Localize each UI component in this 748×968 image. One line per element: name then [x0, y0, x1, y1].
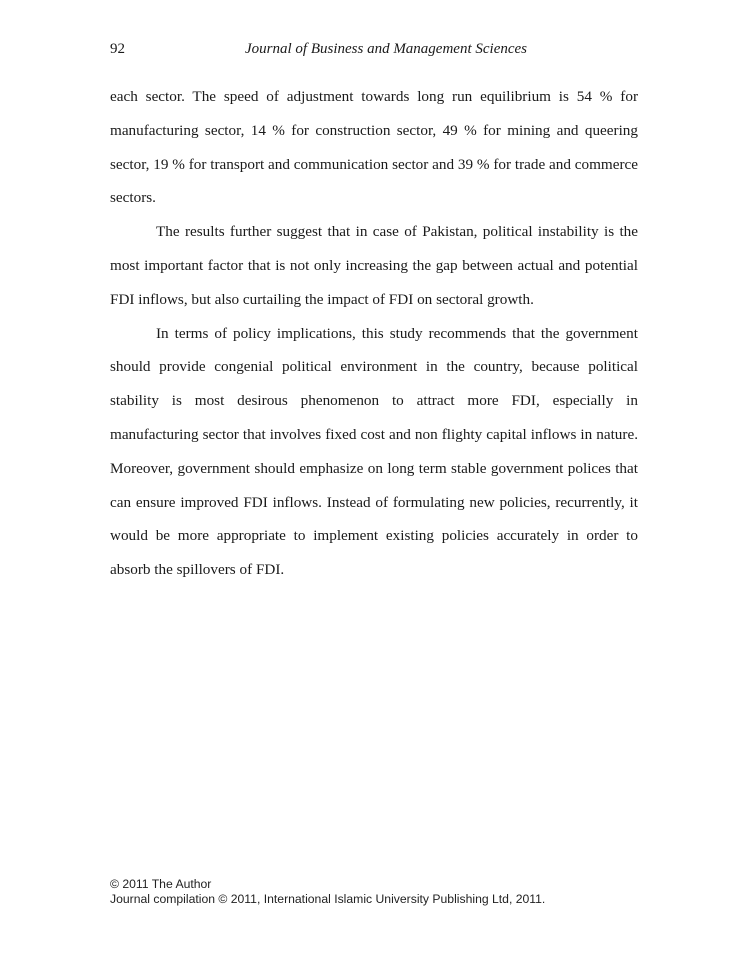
body-text [110, 80, 638, 587]
paragraph-policy-implications: In terms of policy implications, this study recommends that the government should provide congenial political environment in the country, because political stability is most desirous phenomenon to attract more FDI, especially in manufacturing sector that involves fixed cost and non flighty capital inflows in nature. Moreover, government should emphasize on long term stable government polices that can ensure improved FDI inflows. Instead of formulating new policies, recurrently, it would be more appropriate to implement existing policies accurately in order to absorb the spillovers of FDI. [110, 324, 638, 579]
journal-title: Journal of Business and Management Sciences [244, 41, 528, 57]
copyright-footer [110, 877, 670, 907]
journal-compilation-line: Journal compilation © 2011, International Islamic University Publishing Ltd, 2011. [110, 892, 546, 906]
paragraph-results: The results further suggest that in case of Pakistan, political instability is the most important factor that is not only increasing the gap between actual and potential FDI inflows, but also curtailing the impact of FDI on sectoral growth. [110, 223, 638, 308]
page-number: 92 [110, 41, 125, 57]
copyright-line: © 2011 The Author [110, 877, 212, 891]
paragraph-continued: each sector. The speed of adjustment towards long run equilibrium is 54 % for manufacturing sector, 14 % for construction sector, 49 % for mining and queering sector, 19 % for transport and communication sector and 39 % for trade and commerce sectors. [110, 88, 638, 207]
running-header [110, 41, 638, 63]
